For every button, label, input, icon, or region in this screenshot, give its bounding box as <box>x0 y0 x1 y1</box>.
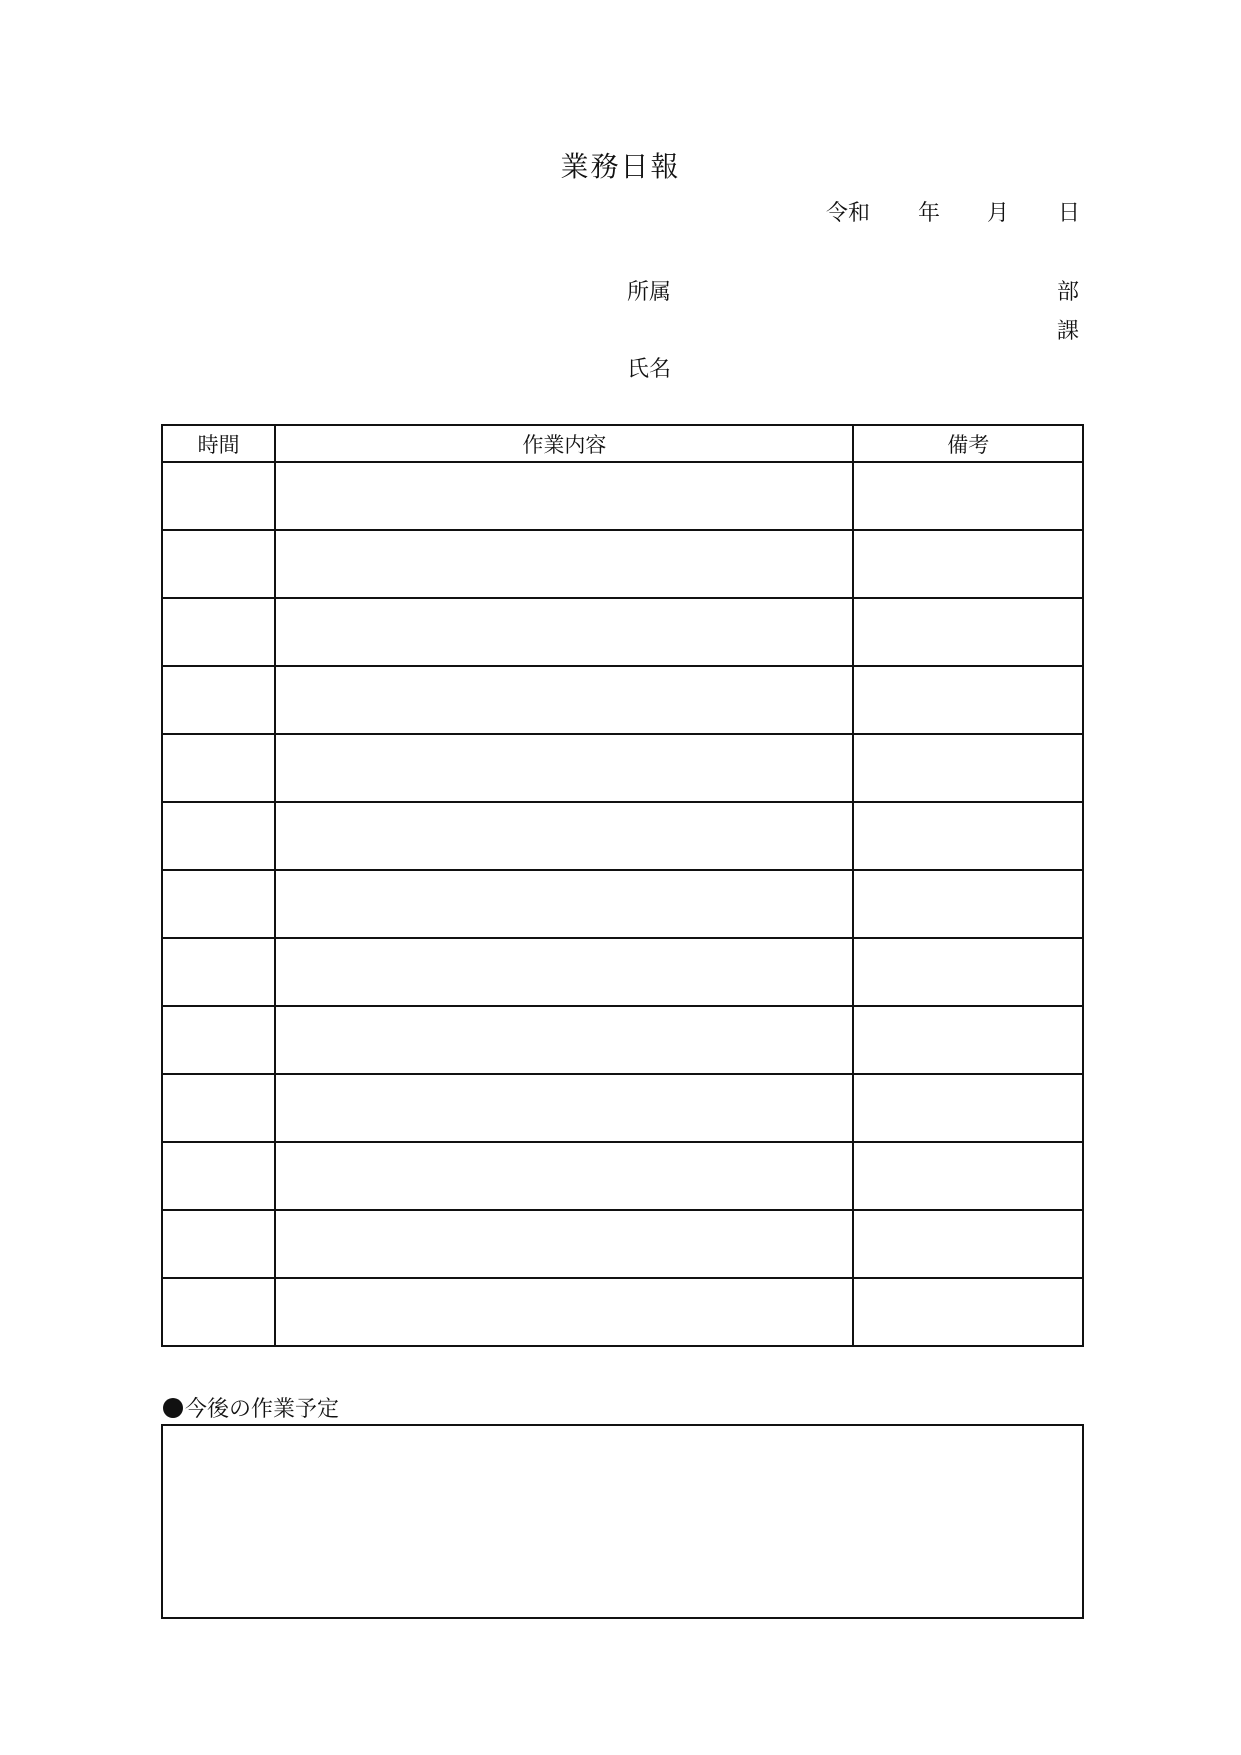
time-cell[interactable] <box>162 1142 275 1210</box>
content-cell[interactable] <box>275 938 853 1006</box>
notes-cell[interactable] <box>853 734 1083 802</box>
notes-cell[interactable] <box>853 802 1083 870</box>
table-body <box>162 462 1083 1346</box>
time-cell[interactable] <box>162 462 275 530</box>
notes-cell[interactable] <box>853 1210 1083 1278</box>
table-row <box>162 938 1083 1006</box>
time-cell[interactable] <box>162 666 275 734</box>
time-cell[interactable] <box>162 1006 275 1074</box>
table-row <box>162 870 1083 938</box>
affiliation-label: 所属 <box>627 280 672 305</box>
header-notes: 備考 <box>853 425 1083 462</box>
bullet-icon <box>163 1398 183 1418</box>
content-cell[interactable] <box>275 734 853 802</box>
notes-cell[interactable] <box>853 870 1083 938</box>
table-row <box>162 462 1083 530</box>
daily-work-table <box>161 424 1084 1347</box>
date-year-label: 年 <box>918 201 941 226</box>
header-content: 作業内容 <box>275 425 853 462</box>
time-cell[interactable] <box>162 1210 275 1278</box>
department-suffix: 部 <box>1057 280 1080 305</box>
content-cell[interactable] <box>275 1074 853 1142</box>
notes-cell[interactable] <box>853 666 1083 734</box>
table-row <box>162 1278 1083 1346</box>
date-era-label: 令和 <box>826 201 871 226</box>
future-plans-field[interactable] <box>161 1424 1084 1619</box>
notes-cell[interactable] <box>853 1278 1083 1346</box>
future-plans-label: 今後の作業予定 <box>185 1397 340 1422</box>
time-cell[interactable] <box>162 530 275 598</box>
time-cell[interactable] <box>162 1074 275 1142</box>
notes-cell[interactable] <box>853 530 1083 598</box>
table-row <box>162 530 1083 598</box>
content-cell[interactable] <box>275 1006 853 1074</box>
date-day-label: 日 <box>1058 201 1081 226</box>
table-row <box>162 1210 1083 1278</box>
table-row <box>162 598 1083 666</box>
header-time: 時間 <box>162 425 275 462</box>
content-cell[interactable] <box>275 1142 853 1210</box>
notes-cell[interactable] <box>853 1074 1083 1142</box>
table-row <box>162 1006 1083 1074</box>
time-cell[interactable] <box>162 802 275 870</box>
time-cell[interactable] <box>162 734 275 802</box>
future-plans-heading <box>163 1392 339 1423</box>
table-header-row <box>162 425 1083 462</box>
name-label: 氏名 <box>627 357 672 382</box>
notes-cell[interactable] <box>853 1006 1083 1074</box>
notes-cell[interactable] <box>853 462 1083 530</box>
time-cell[interactable] <box>162 1278 275 1346</box>
time-cell[interactable] <box>162 870 275 938</box>
content-cell[interactable] <box>275 802 853 870</box>
notes-cell[interactable] <box>853 938 1083 1006</box>
time-cell[interactable] <box>162 938 275 1006</box>
page-title: 業務日報 <box>560 150 681 183</box>
time-cell[interactable] <box>162 598 275 666</box>
date-month-label: 月 <box>987 201 1010 226</box>
table-row <box>162 734 1083 802</box>
content-cell[interactable] <box>275 870 853 938</box>
table-row <box>162 1074 1083 1142</box>
table-row <box>162 666 1083 734</box>
content-cell[interactable] <box>275 1278 853 1346</box>
section-suffix: 課 <box>1057 319 1080 344</box>
table-row <box>162 802 1083 870</box>
content-cell[interactable] <box>275 1210 853 1278</box>
notes-cell[interactable] <box>853 1142 1083 1210</box>
notes-cell[interactable] <box>853 598 1083 666</box>
content-cell[interactable] <box>275 598 853 666</box>
content-cell[interactable] <box>275 462 853 530</box>
content-cell[interactable] <box>275 530 853 598</box>
table-row <box>162 1142 1083 1210</box>
content-cell[interactable] <box>275 666 853 734</box>
